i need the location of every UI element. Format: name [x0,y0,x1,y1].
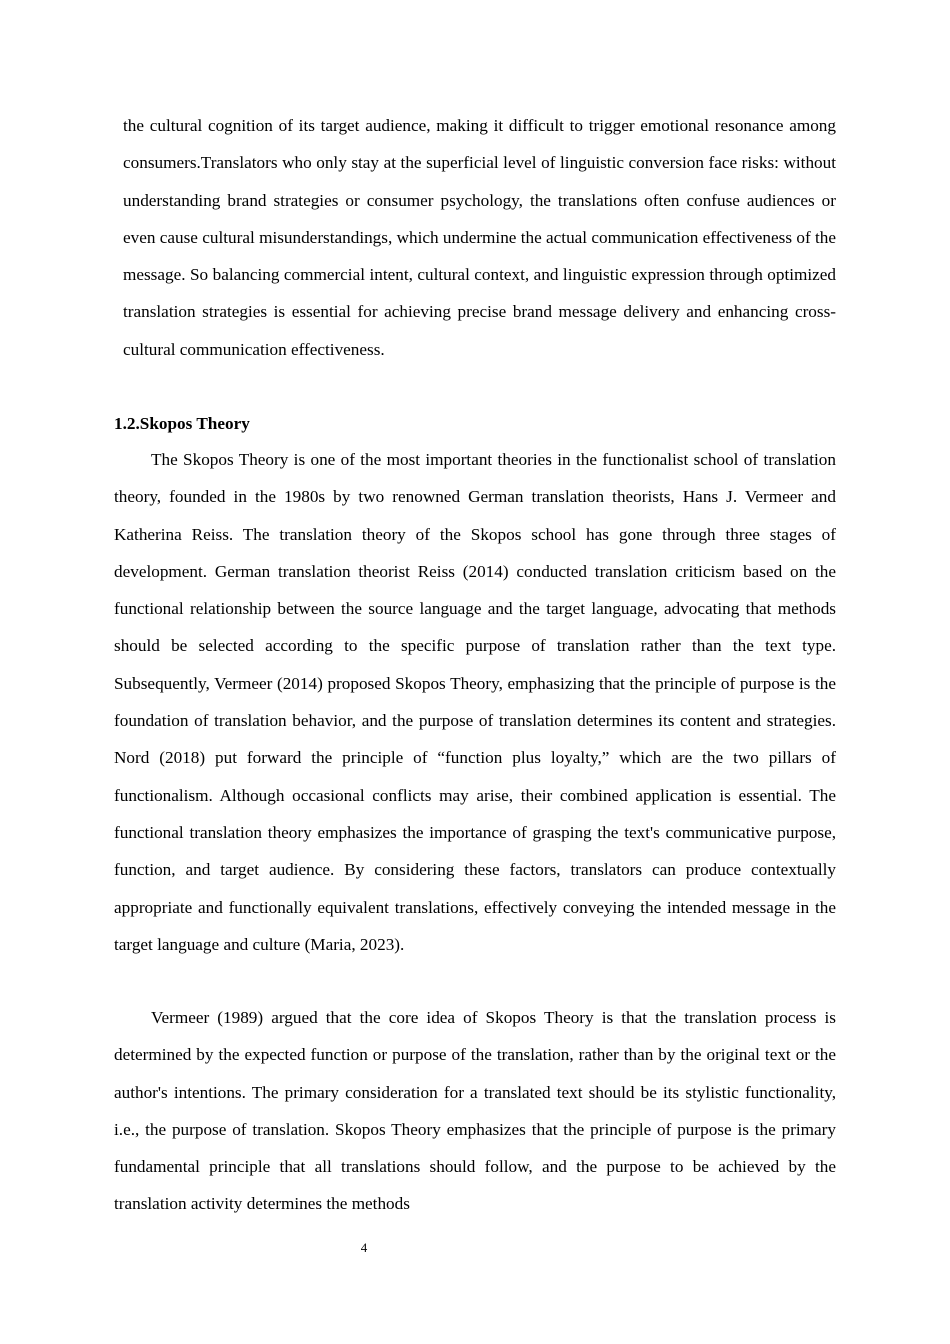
body-paragraph-vermeer: Vermeer (1989) argued that the core idea of Skopos Theory is that the translation process is determined by the expected function or purpose of the translation, rather than by the original text or the author's intentions. The primary consideration for a translated text should be its stylistic functionality, i.e., the purpose of translation. Skopos Theory emphasizes that the principle of purpose is the primary fundamental principle that all translations should follow, and the purpose to be achieved by the translation activity determines the methods [114,1008,836,1214]
section-heading: 1.2.Skopos Theory [114,414,250,433]
body-paragraph-continued: the cultural cognition of its target audience, making it difficult to trigger emotional resonance among consumers.Translators who only stay at the superficial level of linguistic conversion face risks: without understanding brand strategies or consumer psychology, the translations often confuse audiences or even cause cultural misunderstandings, which undermine the actual communication effectiveness of the message. So balancing commercial intent, cultural context, and linguistic expression through optimized translation strategies is essential for achieving precise brand message delivery and enhancing cross-cultural communication effectiveness. [123,116,836,359]
page-number: 4 [360,1240,368,1255]
body-paragraph-skopos-intro: The Skopos Theory is one of the most important theories in the functionalist school of translation theory, founded in the 1980s by two renowned German translation theorists, Hans J. Vermeer and Katherina Reiss. The translation theory of the Skopos school has gone through three stages of development. German translation theorist Reiss (2014) conducted translation criticism based on the functional relationship between the source language and the target language, advocating that methods should be selected according to the specific purpose of translation rather than the text type. Subsequently, Vermeer (2014) proposed Skopos Theory, emphasizing that the principle of purpose is the foundation of translation behavior, and the purpose of translation determines its content and strategies. Nord (2018) put forward the principle of “function plus loyalty,” which are the two pillars of functionalism. Although occasional conflicts may arise, their combined application is essential. The functional translation theory emphasizes the importance of grasping the text's communicative purpose, function, and target audience. By considering these factors, translators can produce contextually appropriate and functionally equivalent translations, effectively conveying the intended message in the target language and culture (Maria, 2023). [114,450,836,954]
